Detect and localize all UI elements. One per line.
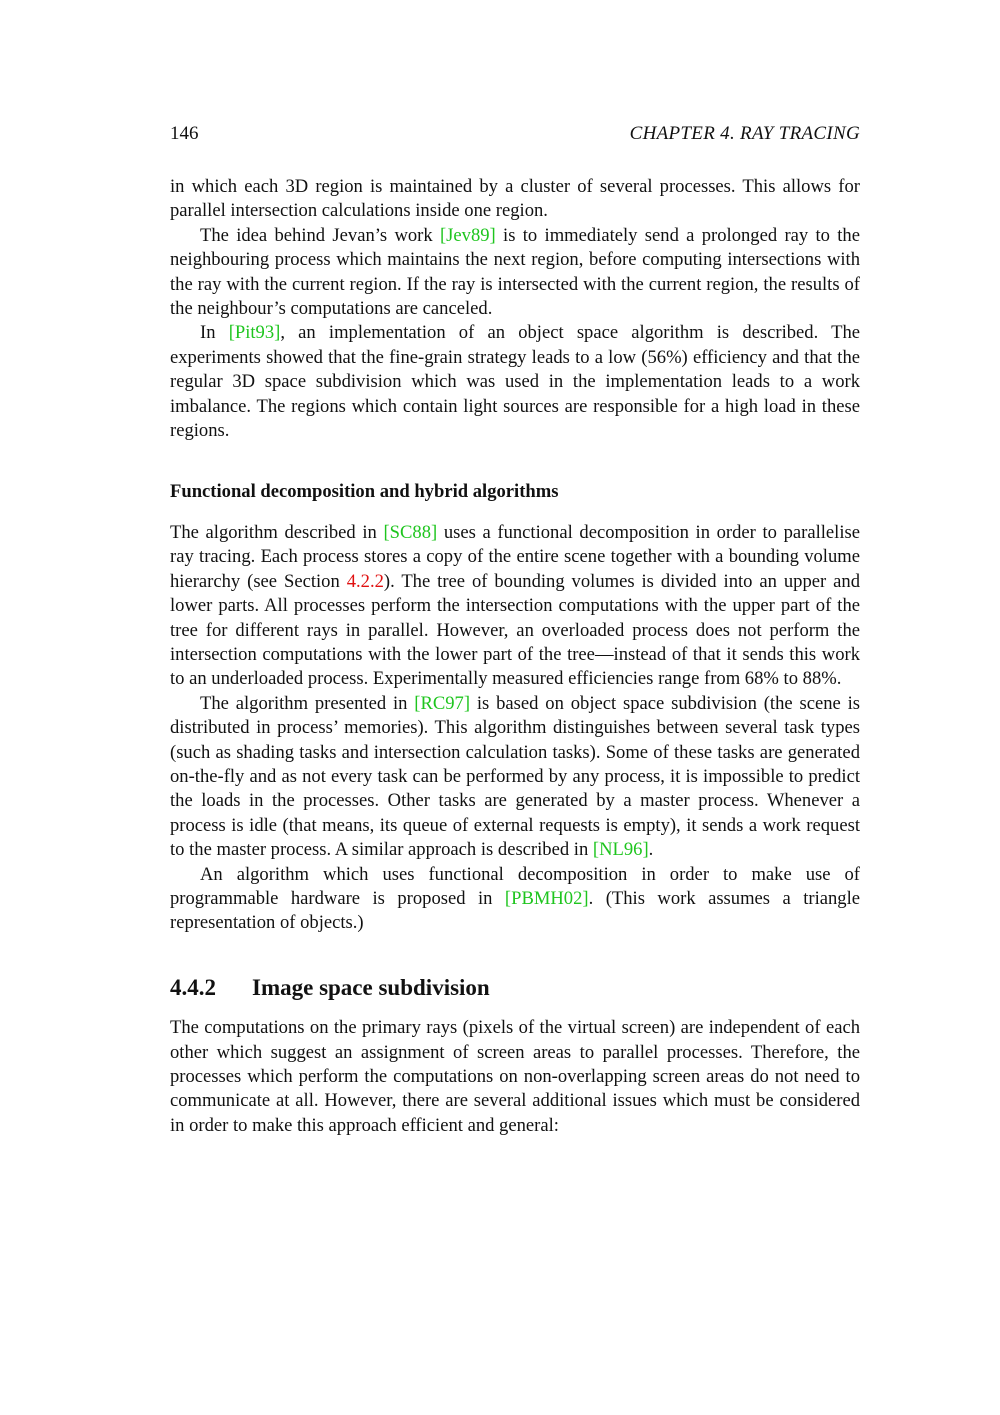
body-paragraph <box>170 321 860 443</box>
paragraph-text: is to immediately send a prolonged ray to the neighbouring process which maintains the next region, before computing intersections with the ray with the current region. If the ray is intersected with the current region, the results of the neighbour’s computations are canceled. <box>170 224 860 320</box>
paragraph-text: The idea behind Jevan’s work <box>200 224 440 246</box>
body-paragraph <box>170 521 860 692</box>
citation-link-pbmh02[interactable]: [PBMH02] <box>504 887 589 909</box>
paragraph-text: The algorithm presented in <box>200 692 415 714</box>
paragraph-text: The algorithm described in <box>170 521 384 543</box>
paragraph-text: . (This work assumes a triangle representation of objects.) <box>170 887 861 934</box>
paragraph-text: In <box>200 322 229 344</box>
paragraph-text: . <box>648 839 654 861</box>
page-number: 146 <box>170 123 199 144</box>
section-title: Image space subdivision <box>252 974 490 1000</box>
citation-link-jev89[interactable]: [Jev89] <box>439 224 496 246</box>
paragraph-text: in which each 3D region is maintained by a cluster of several processes. This allows for parallel intersection calculations inside one region. <box>170 176 860 222</box>
page-body <box>170 175 860 1138</box>
body-paragraph <box>170 1016 860 1138</box>
body-paragraph <box>170 692 860 863</box>
body-paragraph <box>170 175 860 224</box>
page-header <box>170 123 860 149</box>
body-paragraph <box>170 863 860 936</box>
paragraph-text: The computations on the primary rays (pixels of the virtual screen) are independent of each other which suggest an assignment of screen areas to parallel processes. Therefore, the processes which perform the computations on non-overlapping screen areas do not need to communicate at all. However, there are several additional issues which must be considered in order to make this approach efficient and general: <box>170 1017 860 1136</box>
citation-link-sc88[interactable]: [SC88] <box>383 521 438 543</box>
citation-link-rc97[interactable]: [RC97] <box>414 692 471 714</box>
paragraph-heading: Functional decomposition and hybrid algorithms <box>170 481 559 503</box>
running-title: CHAPTER 4. RAY TRACING <box>629 123 860 144</box>
paragraph-text: ). The tree of bounding volumes is divided into an upper and lower parts. All processes perform the intersection computations with the upper part of the tree for different rays in parallel. However, an overloaded process does not perform the intersection computations with the lower part of the tree—instead of that it sends this work to an underloaded process. Experimentally measured efficiencies range from 68% to 88%. <box>170 570 860 690</box>
section-heading <box>170 976 860 1000</box>
paragraph-text: An algorithm which uses functional decomposition in order to make use of programmable hardware is proposed in <box>170 863 860 909</box>
paragraph-text: is based on object space subdivision (the scene is distributed in process’ memories). This algorithm distinguishes between several task types (such as shading tasks and intersection calculation tasks). Some of these tasks are generated on-the-fly and as not every task can be performed by any process, it is impossible to predict the loads in the processes. Other tasks are generated by a master process. Whenever a process is idle (that means, its queue of external requests is empty), it sends a work request to the master process. A similar approach is described in <box>170 692 860 861</box>
paragraph-text: uses a functional decomposition in order to parallelise ray tracing. Each process stores a copy of the entire scene together with a bounding volume hierarchy (see Section <box>170 521 860 592</box>
section-reference-link[interactable]: 4.2.2 <box>346 570 384 592</box>
citation-link-nl96[interactable]: [NL96] <box>592 839 649 861</box>
paragraph-text: , an implementation of an object space algorithm is described. The experiments showed that the fine-grain strategy leads to a low (56%) efficiency and that the regular 3D space subdivision which was used in the implementation leads to a work imbalance. The regions which contain light sources are responsible for a high load in these regions. <box>170 322 861 442</box>
section-number: 4.4.2 <box>170 974 216 1000</box>
citation-link-pit93[interactable]: [Pit93] <box>228 322 281 344</box>
body-paragraph <box>170 224 860 322</box>
